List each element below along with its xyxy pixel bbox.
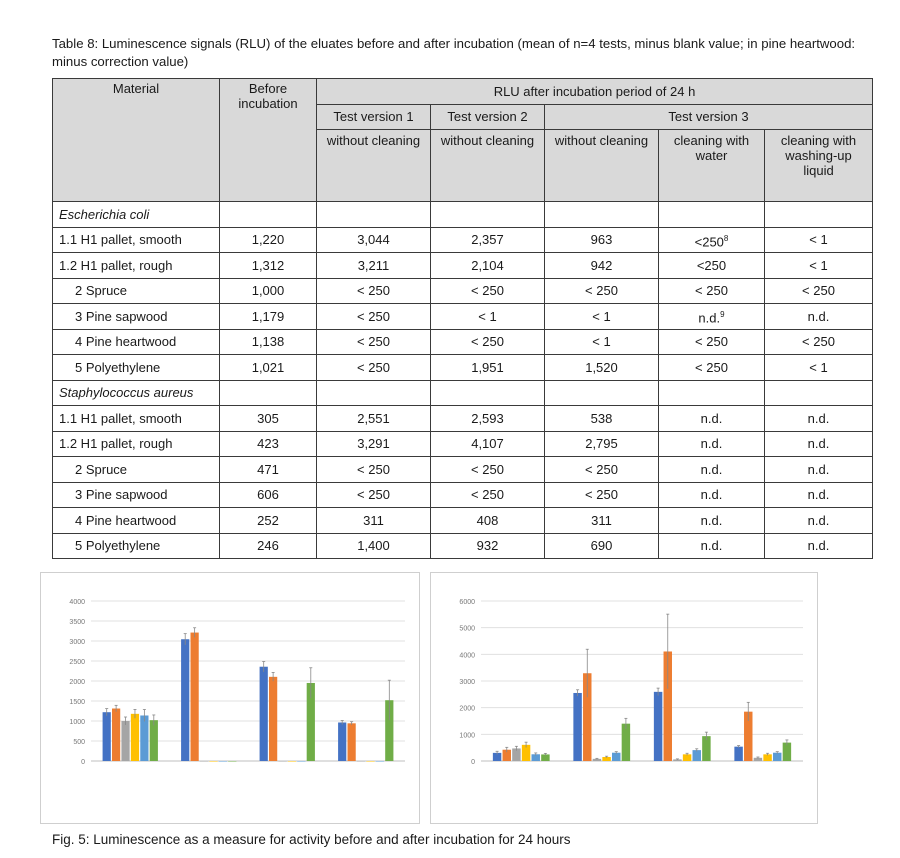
value-cell-tv3b — [659, 355, 765, 381]
value-cell-tv2 — [431, 406, 545, 432]
value-text: 1,951 — [471, 359, 504, 375]
value-text: 311 — [363, 512, 384, 528]
value-cell-before — [220, 329, 317, 355]
value-cell-tv3b — [659, 329, 765, 355]
value-text: 2,795 — [585, 436, 618, 452]
table-row — [53, 533, 873, 559]
footnote-marker: 9 — [720, 310, 725, 320]
bar — [278, 761, 286, 762]
table-row — [53, 406, 873, 432]
value-cell-tv1 — [317, 508, 431, 534]
value-cell-tv3a — [545, 227, 659, 253]
value-cell-tv3a — [545, 508, 659, 534]
value-text: 3,211 — [357, 257, 390, 273]
bar — [654, 692, 662, 761]
group-name: Escherichia coli — [53, 202, 220, 228]
bar — [734, 747, 742, 761]
material-cell: 5 Polyethylene — [53, 533, 220, 559]
value-cell-before — [220, 431, 317, 457]
bar — [121, 721, 129, 761]
value-cell-before — [220, 355, 317, 381]
value-text: < 250 — [802, 334, 835, 350]
group-name: Staphylococcus aureus — [53, 380, 220, 406]
empty-cell — [220, 380, 317, 406]
value-cell-tv3a — [545, 482, 659, 508]
value-cell-tv3c — [765, 508, 873, 534]
bar — [200, 761, 208, 762]
value-cell-tv2 — [431, 431, 545, 457]
value-text: 408 — [476, 512, 499, 528]
value-text: < 250 — [585, 461, 618, 477]
empty-cell — [659, 202, 765, 228]
material-cell: 2 Spruce — [53, 278, 220, 304]
bar — [376, 761, 384, 762]
table-row — [53, 482, 873, 508]
value-cell-tv3b — [659, 227, 765, 253]
group-row — [53, 202, 873, 228]
material-cell: 1.1 H1 pallet, smooth — [53, 406, 220, 432]
value-cell-tv3c — [765, 304, 873, 330]
value-cell-tv3c — [765, 355, 873, 381]
y-tick-label: 3000 — [69, 639, 85, 646]
header-tv3: Test version 3 — [545, 104, 873, 130]
bar — [209, 761, 217, 762]
value-text: 1,000 — [251, 283, 285, 299]
value-text: < 1 — [478, 308, 497, 324]
value-text: n.d. — [807, 512, 830, 528]
table-row — [53, 227, 873, 253]
value-cell-tv1 — [317, 355, 431, 381]
value-text: < 250 — [695, 359, 728, 375]
bar — [131, 714, 139, 761]
value-cell-tv3b — [659, 278, 765, 304]
bar — [140, 715, 148, 761]
value-text: 1,520 — [585, 359, 618, 375]
bar — [288, 761, 296, 762]
value-text: 3,291 — [357, 436, 390, 452]
empty-cell — [545, 202, 659, 228]
y-tick-label: 4000 — [459, 652, 475, 660]
value-cell-tv3c — [765, 533, 873, 559]
value-cell-tv2 — [431, 278, 545, 304]
value-text: 538 — [590, 410, 613, 426]
table-row — [53, 508, 873, 534]
y-tick-label: 0 — [471, 759, 475, 766]
value-text: 963 — [590, 232, 613, 248]
header-sub4: cleaning with water — [659, 130, 765, 202]
material-cell: 3 Pine sapwood — [53, 482, 220, 508]
value-cell-tv3a — [545, 533, 659, 559]
value-cell-tv1 — [317, 431, 431, 457]
value-text: < 250 — [585, 283, 618, 299]
header-before-line1: Before — [248, 81, 288, 96]
value-text: 2,593 — [471, 410, 504, 426]
table-body — [53, 202, 873, 559]
value-text: 942 — [590, 257, 613, 273]
value-cell-tv3c — [765, 482, 873, 508]
value-cell-before — [220, 457, 317, 483]
header-sub5: cleaning with washing-up liquid — [765, 130, 873, 202]
header-material: Material — [53, 79, 220, 202]
value-text: 690 — [590, 538, 613, 554]
value-text: < 250 — [357, 283, 390, 299]
value-text: < 1 — [809, 232, 828, 248]
value-cell-tv3c — [765, 457, 873, 483]
value-text: 1,312 — [251, 257, 285, 273]
value-text: < 1 — [592, 334, 611, 350]
value-text: < 1 — [809, 359, 828, 375]
value-text: n.d. — [807, 308, 830, 324]
value-text: < 250 — [357, 461, 390, 477]
value-text: n.d. — [807, 487, 830, 503]
y-tick-label: 0 — [81, 759, 85, 766]
value-text: 3,044 — [357, 232, 390, 248]
value-cell-tv3c — [765, 227, 873, 253]
empty-cell — [431, 202, 545, 228]
value-cell-before — [220, 533, 317, 559]
empty-cell — [431, 380, 545, 406]
material-cell: 5 Polyethylene — [53, 355, 220, 381]
value-text: < 1 — [809, 257, 828, 273]
value-cell-tv1 — [317, 253, 431, 279]
bar — [260, 667, 268, 761]
y-tick-label: 6000 — [459, 599, 475, 606]
value-text: n.d. — [700, 538, 723, 554]
y-tick-label: 1500 — [69, 699, 85, 706]
value-text: < 250 — [471, 461, 504, 477]
bar — [366, 761, 374, 762]
value-cell-tv2 — [431, 457, 545, 483]
y-tick-label: 500 — [73, 739, 85, 746]
empty-cell — [317, 380, 431, 406]
material-cell: 4 Pine heartwood — [53, 329, 220, 355]
value-text: 932 — [476, 538, 499, 554]
header-sub3: without cleaning — [545, 130, 659, 202]
y-tick-label: 5000 — [459, 625, 475, 633]
value-text: 246 — [257, 538, 279, 554]
value-text: < 250 — [802, 283, 835, 299]
value-cell-tv1 — [317, 482, 431, 508]
value-text: n.d. — [807, 410, 830, 426]
value-cell-tv3c — [765, 406, 873, 432]
value-text: n.d. — [698, 310, 721, 326]
table-row — [53, 457, 873, 483]
material-cell: 1.2 H1 pallet, rough — [53, 253, 220, 279]
value-cell-tv2 — [431, 253, 545, 279]
value-cell-tv3a — [545, 304, 659, 330]
bar — [612, 753, 620, 761]
value-text: < 250 — [357, 487, 390, 503]
value-text: 1,400 — [357, 538, 390, 554]
value-cell-tv2 — [431, 355, 545, 381]
y-tick-label: 2000 — [69, 679, 85, 686]
material-cell: 3 Pine sapwood — [53, 304, 220, 330]
value-text: <250 — [696, 257, 727, 273]
table-row — [53, 304, 873, 330]
value-text: < 250 — [357, 334, 390, 350]
bar — [773, 753, 781, 761]
bar — [693, 750, 701, 761]
value-cell-tv1 — [317, 304, 431, 330]
table-row — [53, 431, 873, 457]
chart-escherichia-coli — [40, 572, 420, 824]
bar — [348, 723, 356, 761]
value-text: < 250 — [585, 487, 618, 503]
table-row — [53, 329, 873, 355]
value-text: < 250 — [357, 359, 390, 375]
value-cell-tv1 — [317, 457, 431, 483]
chart-staphylococcus-aureus — [430, 572, 818, 824]
value-text: <250 — [694, 233, 724, 249]
value-cell-tv2 — [431, 533, 545, 559]
value-text: 311 — [591, 512, 612, 528]
value-text: n.d. — [700, 461, 723, 477]
value-cell-tv1 — [317, 533, 431, 559]
value-cell-tv1 — [317, 329, 431, 355]
bar — [269, 677, 277, 761]
rlu-table — [52, 78, 873, 559]
empty-cell — [659, 380, 765, 406]
value-cell-tv3c — [765, 431, 873, 457]
value-text: < 250 — [471, 283, 504, 299]
value-text: < 250 — [695, 283, 728, 299]
value-cell-tv2 — [431, 304, 545, 330]
value-cell-before — [220, 278, 317, 304]
bar — [219, 761, 227, 762]
value-text: 252 — [257, 512, 279, 528]
value-text: 4,107 — [471, 436, 504, 452]
value-text: n.d. — [807, 436, 830, 452]
value-cell-tv3b — [659, 304, 765, 330]
bar — [783, 743, 791, 761]
value-cell-tv3b — [659, 406, 765, 432]
value-cell-tv3a — [545, 253, 659, 279]
value-text: 2,551 — [357, 410, 390, 426]
bar — [191, 633, 199, 761]
value-cell-tv3a — [545, 406, 659, 432]
bar — [297, 761, 305, 762]
value-cell-before — [220, 482, 317, 508]
value-cell-tv3b — [659, 457, 765, 483]
value-cell-tv2 — [431, 482, 545, 508]
value-cell-tv1 — [317, 406, 431, 432]
y-tick-label: 2500 — [69, 659, 85, 666]
value-text: < 1 — [592, 308, 611, 324]
table-row — [53, 253, 873, 279]
value-text: 423 — [257, 436, 279, 452]
value-cell-tv2 — [431, 508, 545, 534]
value-text: 471 — [257, 461, 279, 477]
empty-cell — [317, 202, 431, 228]
table-caption: Table 8: Luminescence signals (RLU) of the eluates before and after incubation (mean of n=4 tests, minus blank value; in pine heartwood: minus correction value) — [52, 36, 856, 69]
value-cell-tv2 — [431, 329, 545, 355]
bar — [338, 722, 346, 761]
bar — [357, 761, 365, 762]
value-cell-tv3b — [659, 431, 765, 457]
empty-cell — [765, 202, 873, 228]
value-text: n.d. — [807, 538, 830, 554]
value-text: n.d. — [700, 487, 723, 503]
value-text: < 250 — [471, 487, 504, 503]
value-text: 1,021 — [251, 359, 285, 375]
table-row — [53, 278, 873, 304]
material-cell: 1.1 H1 pallet, smooth — [53, 227, 220, 253]
value-cell-tv3a — [545, 431, 659, 457]
empty-cell — [765, 380, 873, 406]
chart-a-svg — [41, 573, 419, 823]
y-tick-label: 4000 — [69, 599, 85, 606]
material-cell: 4 Pine heartwood — [53, 508, 220, 534]
bar — [228, 761, 236, 762]
value-text: 2,104 — [471, 257, 504, 273]
y-tick-label: 2000 — [459, 705, 475, 713]
value-text: 2,357 — [471, 232, 504, 248]
table-row — [53, 355, 873, 381]
value-cell-tv3a — [545, 329, 659, 355]
header-after: RLU after incubation period of 24 h — [317, 79, 873, 105]
value-text: < 250 — [471, 334, 504, 350]
bar — [181, 639, 189, 761]
y-tick-label: 3500 — [69, 619, 85, 626]
y-tick-label: 3000 — [459, 679, 475, 686]
value-cell-tv3b — [659, 482, 765, 508]
figure-caption: Fig. 5: Luminescence as a measure for activity before and after incubation for 24 hours — [52, 832, 571, 847]
bar — [112, 709, 120, 761]
value-text: < 250 — [357, 308, 390, 324]
footnote-marker: 8 — [723, 233, 729, 243]
value-text: 1,220 — [251, 232, 285, 248]
bar — [573, 693, 581, 761]
value-text: < 250 — [695, 334, 728, 350]
value-cell-before — [220, 227, 317, 253]
value-cell-tv3b — [659, 508, 765, 534]
material-cell: 1.2 H1 pallet, rough — [53, 431, 220, 457]
value-cell-before — [220, 406, 317, 432]
value-text: n.d. — [700, 512, 723, 528]
value-text: 606 — [257, 487, 279, 503]
y-tick-label: 1000 — [459, 732, 475, 740]
header-sub2: without cleaning — [431, 130, 545, 202]
empty-cell — [545, 380, 659, 406]
header-tv1: Test version 1 — [317, 104, 431, 130]
value-text: 305 — [257, 410, 279, 426]
value-text: 1,179 — [251, 308, 285, 324]
bar — [103, 712, 111, 761]
empty-cell — [220, 202, 317, 228]
value-cell-before — [220, 253, 317, 279]
header-before — [220, 79, 317, 202]
value-cell-tv3c — [765, 329, 873, 355]
value-cell-tv3b — [659, 253, 765, 279]
value-cell-tv3a — [545, 457, 659, 483]
value-text: 1,138 — [251, 334, 285, 350]
bar — [622, 724, 630, 761]
bar — [150, 720, 158, 761]
value-text: n.d. — [700, 410, 723, 426]
value-cell-tv1 — [317, 278, 431, 304]
chart-b-svg — [431, 573, 817, 823]
header-tv2: Test version 2 — [431, 104, 545, 130]
value-cell-before — [220, 304, 317, 330]
value-cell-before — [220, 508, 317, 534]
value-cell-tv3c — [765, 253, 873, 279]
value-cell-tv2 — [431, 227, 545, 253]
value-cell-tv3a — [545, 278, 659, 304]
header-before-line2: incubation — [238, 96, 298, 111]
value-text: n.d. — [700, 436, 723, 452]
header-sub1: without cleaning — [317, 130, 431, 202]
value-text: n.d. — [807, 461, 830, 477]
value-cell-tv3c — [765, 278, 873, 304]
value-cell-tv1 — [317, 227, 431, 253]
value-cell-tv3b — [659, 533, 765, 559]
value-cell-tv3a — [545, 355, 659, 381]
group-row — [53, 380, 873, 406]
material-cell: 2 Spruce — [53, 457, 220, 483]
y-tick-label: 1000 — [69, 719, 85, 726]
